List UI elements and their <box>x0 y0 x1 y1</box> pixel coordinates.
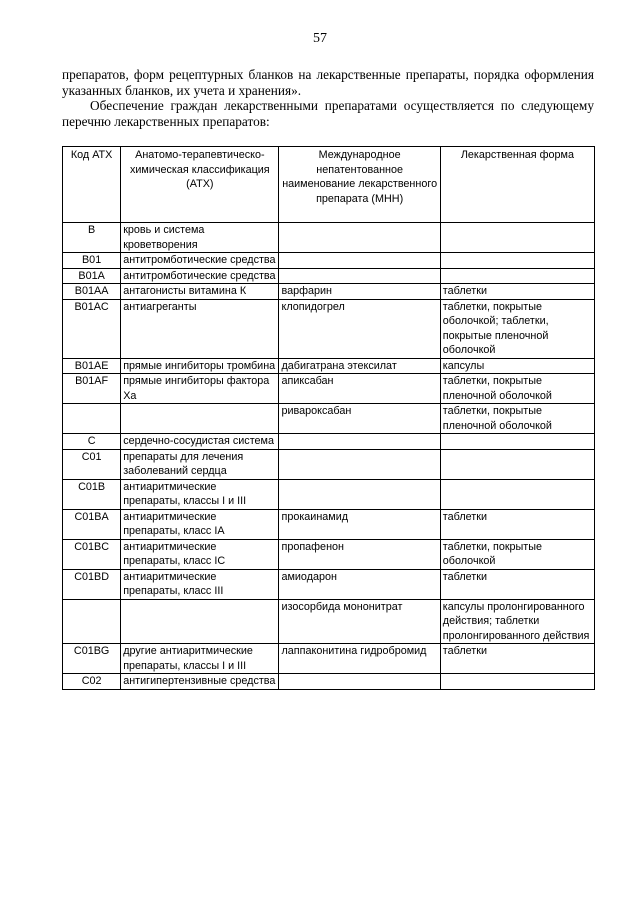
cell-inn: ривароксабан <box>279 404 440 434</box>
cell-atx-class: антитромботические средства <box>121 268 279 284</box>
cell-inn <box>279 674 440 690</box>
cell-inn <box>279 253 440 269</box>
cell-atx-class: прямые ингибиторы фактора Xa <box>121 374 279 404</box>
cell-atx-code: C01BD <box>63 569 121 599</box>
cell-atx-code: C01BA <box>63 509 121 539</box>
drug-list-table <box>62 146 595 690</box>
cell-dosage-form <box>440 449 594 479</box>
cell-atx-class: кровь и система кроветворения <box>121 223 279 253</box>
cell-atx-code: C01BC <box>63 539 121 569</box>
cell-dosage-form: таблетки, покрытые пленочной оболочкой <box>440 404 594 434</box>
cell-atx-code: B01AE <box>63 358 121 374</box>
table-row <box>63 509 595 539</box>
cell-atx-code: C01BG <box>63 644 121 674</box>
cell-inn <box>279 479 440 509</box>
table-row <box>63 674 595 690</box>
header-atx-code: Код АТХ <box>63 147 121 223</box>
table-row <box>63 599 595 644</box>
cell-inn: варфарин <box>279 284 440 300</box>
cell-atx-class <box>121 404 279 434</box>
cell-atx-class <box>121 599 279 644</box>
table-row <box>63 268 595 284</box>
cell-dosage-form <box>440 223 594 253</box>
table-row <box>63 299 595 358</box>
cell-atx-code: B01AC <box>63 299 121 358</box>
intro-paragraph-1 <box>62 67 594 98</box>
cell-dosage-form: таблетки <box>440 509 594 539</box>
header-atx-class: Анатомо-терапевтическо-химическая классификация (АТХ) <box>121 147 279 223</box>
cell-dosage-form: таблетки, покрытые пленочной оболочкой <box>440 374 594 404</box>
cell-inn: прокаинамид <box>279 509 440 539</box>
cell-atx-code: C <box>63 434 121 450</box>
cell-inn: клопидогрел <box>279 299 440 358</box>
cell-dosage-form <box>440 268 594 284</box>
cell-atx-class: препараты для лечения заболеваний сердца <box>121 449 279 479</box>
cell-atx-class: антигипертензивные средства <box>121 674 279 690</box>
cell-inn <box>279 449 440 479</box>
cell-atx-code: C01B <box>63 479 121 509</box>
cell-inn: амиодарон <box>279 569 440 599</box>
cell-atx-code: B <box>63 223 121 253</box>
cell-inn: пропафенон <box>279 539 440 569</box>
table-row <box>63 644 595 674</box>
cell-atx-class: прямые ингибиторы тромбина <box>121 358 279 374</box>
cell-atx-code: B01AA <box>63 284 121 300</box>
cell-atx-class: антиаритмические препараты, класс III <box>121 569 279 599</box>
table-row <box>63 404 595 434</box>
table-row <box>63 479 595 509</box>
cell-atx-code: B01 <box>63 253 121 269</box>
cell-atx-code: B01AF <box>63 374 121 404</box>
cell-atx-class: антиагреганты <box>121 299 279 358</box>
cell-atx-class: антиаритмические препараты, классы I и III <box>121 479 279 509</box>
cell-dosage-form: таблетки <box>440 284 594 300</box>
cell-inn <box>279 223 440 253</box>
intro-paragraph-2 <box>62 98 594 129</box>
cell-inn <box>279 268 440 284</box>
cell-atx-code <box>63 599 121 644</box>
table-row <box>63 284 595 300</box>
cell-dosage-form <box>440 674 594 690</box>
cell-atx-class: другие антиаритмические препараты, классы I и III <box>121 644 279 674</box>
intro-text-1: препаратов, форм рецептурных бланков на лекарственные препараты, порядка оформления указанных бланков, их учета и хранения». <box>62 67 594 98</box>
page-number: 57 <box>313 31 327 46</box>
table-row <box>63 253 595 269</box>
cell-inn: дабигатрана этексилат <box>279 358 440 374</box>
cell-inn: апиксабан <box>279 374 440 404</box>
cell-atx-class: антиаритмические препараты, класс IA <box>121 509 279 539</box>
cell-dosage-form <box>440 253 594 269</box>
table-row <box>63 434 595 450</box>
table-row <box>63 223 595 253</box>
cell-inn <box>279 434 440 450</box>
cell-atx-class: антитромботические средства <box>121 253 279 269</box>
cell-inn: лаппаконитина гидробромид <box>279 644 440 674</box>
cell-atx-code <box>63 404 121 434</box>
table-header-row <box>63 147 595 223</box>
table-body <box>63 223 595 690</box>
cell-atx-code: C01 <box>63 449 121 479</box>
cell-dosage-form: таблетки <box>440 569 594 599</box>
cell-dosage-form: таблетки, покрытые оболочкой; таблетки, покрытые пленочной оболочкой <box>440 299 594 358</box>
cell-inn: изосорбида мононитрат <box>279 599 440 644</box>
cell-atx-class: антагонисты витамина К <box>121 284 279 300</box>
cell-dosage-form: капсулы пролонгированного действия; таблетки пролонгированного действия <box>440 599 594 644</box>
cell-atx-code: B01A <box>63 268 121 284</box>
cell-dosage-form <box>440 434 594 450</box>
cell-atx-class: антиаритмические препараты, класс IC <box>121 539 279 569</box>
table-row <box>63 449 595 479</box>
header-inn: Международное непатентованное наименование лекарственного препарата (МНН) <box>279 147 440 223</box>
table-row <box>63 569 595 599</box>
table-row <box>63 374 595 404</box>
intro-text-2: Обеспечение граждан лекарственными препаратами осуществляется по следующему перечню лекарственных препаратов: <box>62 98 594 129</box>
cell-dosage-form <box>440 479 594 509</box>
cell-dosage-form: таблетки <box>440 644 594 674</box>
cell-atx-class: сердечно-сосудистая система <box>121 434 279 450</box>
cell-atx-code: C02 <box>63 674 121 690</box>
cell-dosage-form: таблетки, покрытые оболочкой <box>440 539 594 569</box>
header-dosage-form: Лекарственная форма <box>440 147 594 223</box>
table-row <box>63 358 595 374</box>
table-row <box>63 539 595 569</box>
cell-dosage-form: капсулы <box>440 358 594 374</box>
